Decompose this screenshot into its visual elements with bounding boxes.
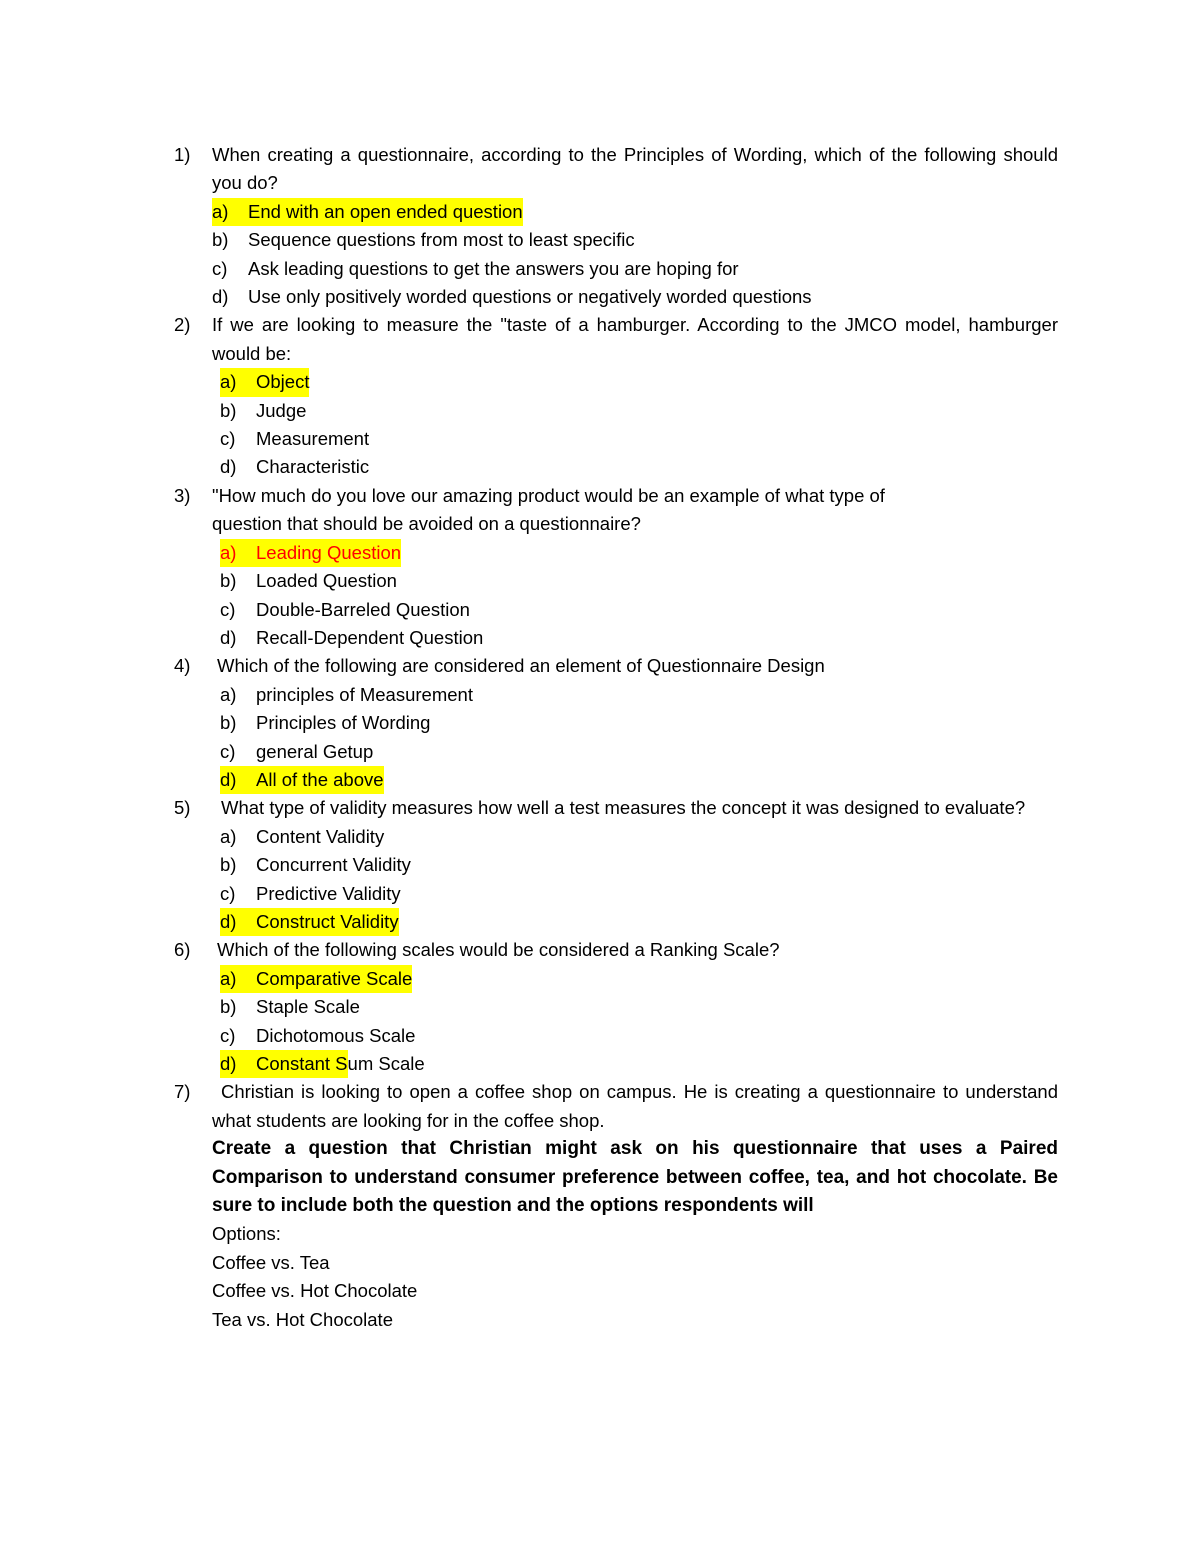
- option-label: c): [220, 598, 236, 620]
- option-text: Double-Barreled Question: [256, 598, 470, 620]
- option-d: [174, 1050, 1058, 1078]
- question-number: 4): [174, 655, 191, 677]
- option-text: Leading Question: [256, 541, 402, 563]
- question-number: 3): [174, 484, 191, 506]
- question-4: [174, 652, 1058, 680]
- question-7-prompt: Create a question that Christian might ask on his questionnaire that uses a Paired Comparison to understand consumer preference between coffee, tea, and hot chocolate. Be sure to include both the question and the options respondents will: [212, 1138, 1058, 1217]
- question-number: 2): [174, 314, 191, 336]
- option-label: d): [220, 456, 237, 478]
- option-label: c): [212, 257, 228, 279]
- option-d: [174, 283, 1058, 311]
- option-text: Use only positively worded questions or negatively worded questions: [248, 286, 812, 308]
- option-label: b): [220, 854, 237, 876]
- question-text: [212, 482, 1058, 539]
- option-text: general Getup: [256, 740, 374, 762]
- option-c: [174, 425, 1058, 453]
- option-text: Principles of Wording: [256, 712, 431, 734]
- question-7: [174, 1078, 1058, 1135]
- highlighted-answer: [220, 368, 309, 396]
- option-label: b): [220, 570, 237, 592]
- options-heading: Options:: [212, 1223, 281, 1245]
- option-label: a): [220, 967, 237, 989]
- option-c: [174, 880, 1058, 908]
- option-text: Judge: [256, 399, 307, 421]
- answer-line-1: Coffee vs. Tea: [212, 1251, 330, 1273]
- option-text: Construct Validity: [256, 910, 399, 932]
- question-number: 7): [174, 1081, 191, 1103]
- option-label: c): [220, 428, 236, 450]
- question-6: [174, 936, 1058, 964]
- option-text-rest: um Scale: [347, 1053, 425, 1074]
- question-5: [174, 794, 1058, 822]
- question-3-options: [174, 539, 1058, 653]
- option-label: c): [220, 1024, 236, 1046]
- question-text: If we are looking to measure the "taste of a hamburger. According to the JMCO model, hamburger would be:: [212, 314, 1058, 364]
- highlighted-answer: [220, 766, 384, 794]
- option-a: [174, 539, 1058, 567]
- question-list: [174, 141, 1058, 1334]
- option-text: All of the above: [256, 768, 384, 790]
- option-label: a): [220, 371, 237, 393]
- option-b: [174, 567, 1058, 595]
- option-label: b): [220, 996, 237, 1018]
- option-label: a): [212, 200, 229, 222]
- question-text: Which of the following are considered an element of Questionnaire Design: [217, 655, 825, 677]
- option-d: [174, 908, 1058, 936]
- option-text: Staple Scale: [256, 996, 360, 1018]
- option-text: Object: [256, 371, 310, 393]
- option-label: b): [220, 712, 237, 734]
- question-number: 6): [174, 939, 191, 961]
- question-text: What type of validity measures how well a test measures the concept it was designed to evaluate?: [221, 797, 1026, 819]
- option-d: [174, 624, 1058, 652]
- option-b: [174, 851, 1058, 879]
- option-label: d): [220, 910, 237, 932]
- option-b: [174, 397, 1058, 425]
- question-text: Christian is looking to open a coffee shop on campus. He is creating a questionnaire to understand what students are looking for in the coffee shop.: [212, 1081, 1058, 1131]
- question-2: [174, 311, 1058, 368]
- question-text: When creating a questionnaire, according to the Principles of Wording, which of the following should you do?: [212, 144, 1058, 194]
- option-d: [174, 766, 1058, 794]
- option-b: [174, 709, 1058, 737]
- question-1: [174, 141, 1058, 198]
- option-text: Characteristic: [256, 456, 370, 478]
- answer-line-2: Coffee vs. Hot Chocolate: [212, 1280, 418, 1302]
- question-1-options: [174, 198, 1058, 312]
- highlighted-answer: [212, 198, 523, 226]
- option-c: [174, 1022, 1058, 1050]
- question-2-options: [174, 368, 1058, 482]
- option-label: d): [220, 626, 237, 648]
- option-label: c): [220, 882, 236, 904]
- question-number: 5): [174, 797, 191, 819]
- question-5-options: [174, 823, 1058, 937]
- highlighted-answer: [220, 965, 412, 993]
- option-a: [174, 823, 1058, 851]
- option-text: End with an open ended question: [248, 200, 523, 222]
- question-number: 1): [174, 144, 191, 165]
- option-text: Ask leading questions to get the answers you are hoping for: [248, 257, 739, 279]
- answer-line-3: Tea vs. Hot Chocolate: [212, 1308, 393, 1330]
- option-label: d): [212, 286, 229, 308]
- question-text-line-2: question that should be avoided on a questionnaire?: [212, 513, 641, 535]
- highlighted-answer: [220, 908, 399, 936]
- highlighted-answer: [220, 539, 401, 567]
- option-a: [174, 965, 1058, 993]
- option-d: [174, 453, 1058, 481]
- option-label: d): [220, 768, 237, 790]
- option-c: [174, 738, 1058, 766]
- option-a: [174, 681, 1058, 709]
- option-text: Loaded Question: [256, 570, 397, 592]
- option-c: [174, 255, 1058, 283]
- option-label: a): [220, 683, 237, 705]
- option-c: [174, 596, 1058, 624]
- option-label: a): [220, 541, 237, 563]
- option-text: Comparative Scale: [256, 967, 413, 989]
- option-label: d): [220, 1053, 237, 1074]
- option-text: principles of Measurement: [256, 683, 473, 705]
- option-text: Concurrent Validity: [256, 854, 411, 876]
- question-6-options: [174, 965, 1058, 1079]
- option-label: b): [220, 399, 237, 421]
- option-text: Content Validity: [256, 825, 385, 847]
- option-text: Measurement: [256, 428, 370, 450]
- option-b: [174, 226, 1058, 254]
- option-text: Recall-Dependent Question: [256, 626, 484, 648]
- option-text: Predictive Validity: [256, 882, 401, 904]
- option-a: [174, 198, 1058, 226]
- question-text-line-1: "How much do you love our amazing product would be an example of what type of: [212, 484, 885, 506]
- highlighted-answer: [220, 1050, 348, 1078]
- option-text: Sequence questions from most to least specific: [248, 229, 635, 251]
- question-4-options: [174, 681, 1058, 795]
- question-text: Which of the following scales would be considered a Ranking Scale?: [217, 939, 780, 961]
- option-text: Dichotomous Scale: [256, 1024, 416, 1046]
- option-label: c): [220, 740, 236, 762]
- option-label: a): [220, 825, 237, 847]
- option-b: [174, 993, 1058, 1021]
- option-a: [174, 368, 1058, 396]
- option-text-highlighted: Constant S: [256, 1053, 348, 1074]
- question-3: [174, 482, 1058, 539]
- option-label: b): [212, 229, 229, 251]
